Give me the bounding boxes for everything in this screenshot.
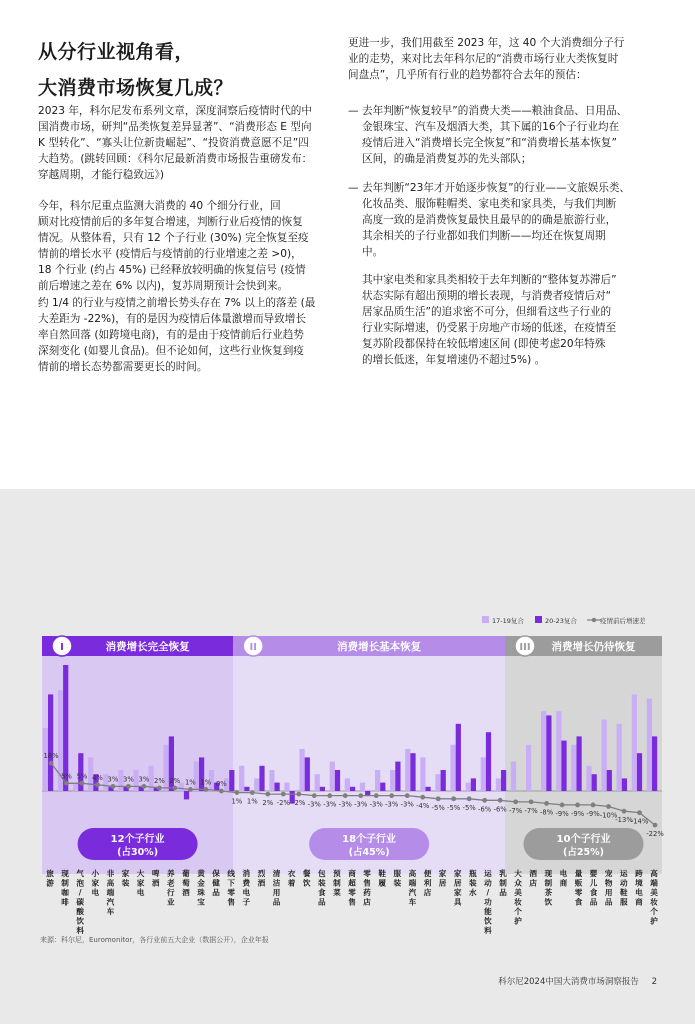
overview-paragraph [38, 198, 336, 375]
bar-post-17 [305, 757, 310, 791]
heading-line-2: 大消费市场恢复几成？ [38, 77, 234, 99]
text-line: 复苏阶段都保持在较低增速区间 (即使考虑20年特殊 [362, 338, 606, 351]
category-label-33: 现制茶饮 [544, 869, 553, 907]
gap-label-39: -22% [646, 830, 664, 839]
text-line: 情况。从整体看，只有 12 个子行业 (30%) 完全恢复至疫 [38, 232, 309, 245]
gap-point-39 [653, 823, 658, 828]
gap-point-27 [467, 796, 472, 801]
gap-point-26 [451, 796, 456, 801]
bullet-dash: — [348, 182, 359, 194]
page-number: 2 [651, 977, 657, 987]
text-line: 居家品质生活”的追求密不可分，但细看这些子行业的 [362, 306, 612, 319]
text-line: 2023 年，科尔尼发布系列文章，深度洞察后疫情时代的中 [38, 105, 312, 117]
text-line: 区间，的确是消费复苏的先头部队； [362, 153, 532, 166]
legend-label: 17-19复合 [492, 617, 524, 625]
text-line: 状态实际有超出预期的增长表现，与消费者疫情后对“ [362, 290, 612, 303]
category-label-8: 养老行业 [167, 869, 175, 907]
text-line: 更进一步，我们用截至 2023 年，这 40 个大消费细分子行 [348, 37, 625, 49]
bar-pre-27 [451, 745, 456, 791]
gap-label-33: -9% [555, 809, 569, 818]
group-title: 消费增长仍待恢复 [551, 641, 636, 653]
group-count: 10个子行业 [556, 834, 611, 845]
text-line: 化妆品类、服饰鞋帽类、家电类和家具类，与我们判断 [362, 198, 617, 211]
bar-pre-29 [481, 757, 486, 791]
gap-label-11: 0% [215, 780, 227, 788]
group-title: 消费增长完全恢复 [105, 641, 190, 653]
category-label-12: 线下零售 [227, 869, 235, 907]
gap-label-29: -6% [493, 805, 507, 814]
gap-label-20: -3% [354, 800, 368, 809]
text-line: 大差距为 -22%)，有的是因为疫情后体量激增而导致增长 [38, 312, 306, 325]
gap-label-7: 2% [154, 776, 165, 785]
category-label-24: 高端汽车 [408, 869, 417, 907]
gap-label-23: -3% [400, 800, 414, 809]
gap-label-12: 1% [231, 797, 243, 806]
group-numeral: II [249, 642, 257, 653]
gap-label-6: 3% [138, 775, 150, 784]
gap-label-4: 3% [107, 775, 119, 784]
bullet-text [362, 180, 660, 260]
bar-pre-16 [284, 783, 289, 791]
category-label-13: 消费电子 [242, 869, 251, 907]
category-label-18: 包装食品 [318, 869, 326, 907]
gap-point-36 [606, 804, 611, 809]
bullet-item [348, 180, 660, 260]
bar-pre-23 [390, 770, 395, 791]
bar-post-28 [471, 778, 476, 791]
heading-line-1: 从分行业视角看， [38, 41, 195, 63]
bullet-text [362, 103, 660, 167]
gap-point-5 [126, 784, 131, 789]
bar-pre-33 [541, 711, 546, 791]
text-line: 情前的增长水平 (疫情后与疫情前的行业增速之差 >0)， [38, 248, 302, 261]
bar-post-19 [335, 770, 340, 791]
bar-pre-40 [647, 699, 652, 791]
text-line: 其中家电类和家具类相较于去年判断的“整体复苏滞后” [362, 274, 617, 286]
gap-point-16 [296, 792, 301, 797]
gap-label-17: -3% [307, 800, 321, 809]
bar-post-22 [380, 783, 385, 791]
gap-point-24 [420, 795, 425, 800]
gap-label-36: -10% [599, 811, 618, 820]
category-label-2: 气泡/碳酸饮料 [76, 869, 84, 935]
category-label-23: 服装 [393, 869, 402, 888]
bar-pre-17 [300, 749, 305, 791]
gap-label-27: -5% [462, 803, 476, 812]
bar-pre-15 [269, 770, 274, 791]
gap-label-18: -3% [323, 800, 337, 809]
category-label-20: 商超零售 [348, 869, 356, 907]
bar-post-27 [456, 724, 461, 791]
group-share: (占25%) [563, 847, 604, 858]
category-label-3: 小家电 [91, 869, 100, 897]
text-line: 间盘点”，几乎所有行业的趋势都符合去年的预估： [348, 69, 587, 82]
category-label-16: 衣着 [287, 869, 296, 888]
gap-label-30: -7% [508, 806, 523, 815]
bar-pre-34 [556, 711, 561, 791]
bar-post-38 [622, 778, 627, 791]
closing-paragraph [362, 272, 660, 369]
bar-pre-10 [194, 762, 199, 791]
bar-post-21 [365, 791, 370, 795]
bar-pre-28 [466, 783, 471, 791]
gap-label-16: -2% [292, 799, 306, 808]
legend-label: 疫情前后增速差 [600, 617, 646, 625]
gap-label-5: 3% [123, 775, 134, 784]
category-label-1: 现制咖啡 [61, 869, 69, 907]
bar-post-35 [577, 736, 582, 791]
source-note: 来源：科尔尼，Euromonitor，各行业前五大企业（数据公开），企业年报 [40, 936, 269, 944]
gap-point-28 [482, 798, 487, 803]
bar-pre-38 [617, 724, 622, 791]
text-line: 深刻变化 (如婴儿食品)。但不论如何，这些行业恢复到疫 [38, 344, 304, 357]
text-line: 去年判断“23年才开始逐步恢复”的行业——文旅娱乐类、 [362, 182, 631, 194]
category-label-32: 酒店 [529, 869, 537, 888]
gap-label-35: -9% [586, 809, 600, 818]
bar-post-23 [395, 762, 400, 791]
text-line: K 型转化”、“寡头让位新贵崛起”、“投资消费意愿不足”四 [38, 137, 309, 150]
bar-pre-37 [602, 720, 607, 791]
text-line: 前后增速之差在 6% 以内)，复苏周期预计会快到来。 [38, 280, 289, 293]
gap-label-10: 1% [200, 778, 212, 787]
gap-point-38 [637, 810, 642, 815]
text-line: 今年，科尔尼重点监测大消费的 40 个细分行业，回 [38, 200, 281, 212]
footer-title: 科尔尼2024中国大消费市场洞察报告 [498, 977, 639, 987]
legend-swatch [535, 616, 542, 623]
bar-pre-19 [330, 762, 335, 791]
category-label-6: 大家电 [136, 869, 145, 897]
gap-point-34 [575, 803, 580, 808]
category-label-11: 保健品 [212, 869, 220, 897]
gap-label-24: -4% [416, 802, 430, 811]
bar-pre-39 [632, 694, 637, 791]
bar-pre-18 [315, 774, 320, 791]
category-label-4: 非高端汽车 [106, 869, 115, 916]
bar-post-14 [259, 766, 264, 791]
page-footer [498, 975, 657, 987]
gap-point-18 [327, 793, 332, 798]
gap-point-8 [172, 786, 177, 791]
bar-post-29 [486, 732, 491, 791]
gap-point-22 [389, 793, 394, 798]
gap-point-17 [312, 793, 317, 798]
text-line: 去年判断“恢复较早”的消费大类——粮油食品、日用品、 [362, 105, 628, 117]
category-label-34: 电商 [559, 869, 568, 888]
text-line: 行业实际增速，仍受累于房地产市场的低迷，在疫情至 [362, 322, 617, 335]
group-numeral: I [60, 642, 64, 653]
text-line: 18 个行业 (约占 45%) 已经释放较明确的恢复信号 (疫情 [38, 264, 306, 277]
bar-pre-25 [420, 757, 425, 791]
bar-post-36 [592, 774, 597, 791]
category-label-35: 量贩零食 [574, 869, 583, 907]
bullet-dash: — [348, 105, 359, 117]
gap-label-25: -5% [431, 803, 445, 812]
gap-label-3: 4% [92, 773, 103, 782]
legend-marker [592, 618, 596, 622]
bar-pre-20 [345, 778, 350, 791]
gap-label-1: 5% [61, 772, 72, 781]
category-label-31: 大众美妆个护 [514, 869, 522, 926]
bar-pre-30 [496, 778, 501, 791]
gap-point-7 [157, 786, 162, 791]
gap-point-19 [343, 793, 348, 798]
bar-post-30 [501, 770, 506, 791]
bar-post-34 [561, 741, 566, 791]
bar-post-33 [546, 715, 551, 791]
gap-label-9: 1% [184, 778, 196, 787]
bar-post-37 [607, 770, 612, 791]
bar-post-26 [441, 770, 446, 791]
bar-pre-31 [511, 762, 516, 791]
bar-post-24 [410, 753, 415, 791]
gap-point-2 [80, 781, 85, 786]
bar-pre-35 [571, 745, 576, 791]
category-label-39: 跨境电商 [635, 869, 643, 907]
category-label-30: 乳制品 [499, 869, 507, 897]
text-line: 的增长低迷，年复增速仍不超过5%) 。 [362, 354, 546, 367]
gap-point-32 [544, 801, 549, 806]
gap-point-35 [591, 803, 596, 808]
bar-post-15 [275, 783, 280, 791]
bar-post-18 [320, 787, 325, 791]
category-label-14: 烈酒 [257, 869, 266, 888]
text-line: 约 1/4 的行业与疫情之前增长势头存在 7% 以上的落差 (最 [38, 296, 316, 309]
text-line: 金银珠宝、汽车及烟酒大类，其下属的16个子行业均在 [362, 121, 620, 134]
gap-label-26: -5% [447, 803, 461, 812]
gap-label-14: 2% [262, 799, 274, 808]
gap-point-4 [111, 784, 116, 789]
gap-point-31 [529, 799, 534, 804]
category-label-37: 宠物用品 [604, 869, 613, 907]
category-label-22: 鞋履 [378, 869, 386, 888]
gap-point-14 [265, 792, 270, 797]
gap-label-38: -14% [630, 817, 649, 826]
legend-swatch [482, 616, 489, 623]
bar-post-0 [48, 694, 53, 791]
text-line: 其余相关的子行业都如我们判断——均还在恢复周期 [362, 230, 606, 243]
intro-paragraph [38, 103, 336, 183]
gap-point-29 [498, 798, 503, 803]
bar-post-40 [652, 736, 657, 791]
gap-point-0 [49, 761, 54, 766]
bar-post-20 [350, 787, 355, 791]
group-share: (占30%) [117, 847, 159, 858]
group-share: (占45%) [348, 847, 390, 858]
gap-point-11 [219, 789, 224, 794]
bar-post-25 [426, 787, 431, 791]
group-count: 12个子行业 [110, 834, 165, 845]
bar-pre-21 [360, 783, 365, 791]
gap-point-33 [560, 803, 565, 808]
gap-label-37: -13% [615, 816, 633, 825]
text-line: 穿越周期，才能行稳致远》) [38, 169, 164, 182]
gap-label-19: -3% [338, 800, 352, 809]
text-line: 情前的增长态势都需要更长的时间。 [38, 360, 208, 373]
gap-point-20 [358, 793, 363, 798]
text-line: 顾对比疫情前后的多年复合增速，判断行业后疫情的恢复 [38, 216, 303, 229]
gap-point-37 [622, 809, 627, 814]
legend-label: 20-23复合 [545, 617, 577, 625]
section-heading [38, 34, 233, 106]
right-intro-paragraph [348, 35, 658, 83]
gap-label-8: 2% [169, 776, 181, 785]
bar-post-12 [229, 770, 234, 791]
category-label-5: 家装 [121, 869, 130, 888]
gap-label-13: 1% [246, 797, 258, 806]
text-line: 大趋势。(跳转回顾：《科尔尼最新消费市场报告重磅发布： [38, 153, 313, 166]
text-line: 高度一致的是消费恢复最快且最早的的确是旅游行业， [362, 214, 617, 227]
bar-post-13 [244, 787, 249, 791]
gap-point-21 [374, 793, 379, 798]
bar-pre-13 [239, 766, 244, 791]
gap-label-22: -3% [385, 800, 399, 809]
gap-point-10 [203, 787, 208, 792]
bar-pre-32 [526, 745, 531, 791]
category-label-17: 餐饮 [302, 869, 311, 888]
gap-label-28: -6% [478, 805, 492, 814]
gap-point-30 [513, 799, 518, 804]
bar-post-39 [637, 753, 642, 791]
bar-pre-14 [254, 778, 259, 791]
category-label-10: 黄金珠宝 [197, 869, 205, 907]
gap-point-6 [142, 784, 147, 789]
category-label-38: 运动鞋服 [620, 869, 628, 907]
group-count: 18个子行业 [342, 834, 397, 845]
gap-point-1 [64, 781, 69, 786]
gap-label-32: -8% [539, 808, 554, 817]
gap-point-13 [250, 790, 255, 795]
bullet-item [348, 103, 660, 167]
text-line: 国消费市场，研判“品类恢复差异显著”、“消费形态 E 型向 [38, 121, 312, 134]
category-label-9: 葡萄酒 [182, 869, 190, 897]
gap-label-34: -9% [570, 809, 585, 818]
gap-label-2: 5% [76, 772, 88, 781]
category-label-15: 清洁用品 [272, 869, 281, 907]
gap-label-21: -3% [369, 800, 383, 809]
gap-point-25 [436, 796, 441, 801]
gap-point-15 [281, 792, 286, 797]
gap-label-15: -2% [276, 799, 290, 808]
gap-label-31: -7% [524, 806, 538, 815]
category-label-29: 运动/功能饮料 [484, 869, 492, 935]
category-label-36: 婴儿食品 [589, 869, 598, 907]
gap-point-9 [188, 787, 193, 792]
bar-post-9 [184, 791, 189, 799]
bar-pre-22 [375, 770, 380, 791]
group-title: 消费增长基本恢复 [337, 641, 422, 653]
category-label-19: 预制菜 [333, 869, 341, 897]
gap-point-3 [95, 782, 100, 787]
category-label-40: 高端美妆个护 [650, 869, 658, 926]
gap-point-23 [405, 793, 410, 798]
category-label-7: 啤酒 [151, 869, 160, 888]
bar-pre-36 [586, 766, 591, 791]
text-line: 业的走势，来对比去年科尔尼的“消费市场行业大类恢复时 [348, 53, 619, 66]
bar-pre-24 [405, 749, 410, 791]
category-label-0: 旅游 [46, 869, 54, 888]
category-label-21: 零售药店 [363, 869, 371, 907]
gap-label-0: 18% [43, 752, 59, 761]
category-label-28: 瓶装水 [469, 869, 477, 897]
text-line: 疫情后进入“消费增长完全恢复”和“消费增长基本恢复” [362, 137, 618, 150]
text-line: 中。 [362, 246, 384, 259]
category-label-26: 家居 [438, 869, 447, 888]
group-numeral: III [519, 642, 531, 653]
text-line: 率自然回落 (如跨境电商)，有的是由于疫情前后行业趋势 [38, 328, 304, 341]
gap-point-12 [234, 790, 239, 795]
bar-pre-26 [435, 774, 440, 791]
category-label-27: 家居家具 [453, 869, 462, 907]
category-label-25: 便利店 [423, 869, 432, 897]
